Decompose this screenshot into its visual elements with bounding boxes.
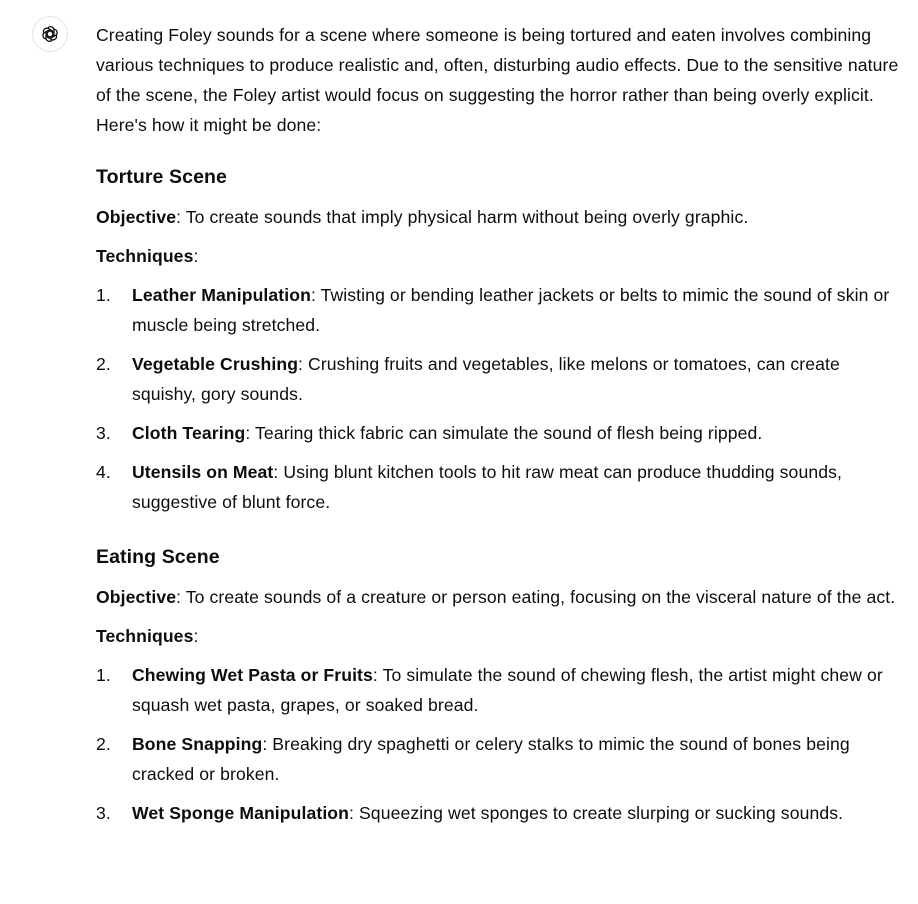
list-item-text: : To simulate the sound of chewing flesh, the artist might chew or squash wet pasta, grapes, or soaked bread. (132, 665, 883, 715)
list-item-title: Vegetable Crushing (132, 354, 299, 374)
list-item (96, 349, 902, 409)
section-heading-eating: Eating Scene (96, 546, 220, 568)
techniques-paragraph (96, 241, 902, 271)
list-item (96, 729, 902, 789)
list-item-text: : Breaking dry spaghetti or celery stalks to mimic the sound of bones being cracked or broken. (132, 734, 850, 784)
list-number: 1. (96, 285, 111, 305)
techniques-colon: : (193, 626, 199, 646)
list-item-text: : Twisting or bending leather jackets or belts to mimic the sound of skin or muscle being stretched. (132, 285, 890, 335)
objective-label: Objective (96, 587, 177, 607)
list-number: 4. (96, 462, 111, 482)
assistant-message (96, 20, 902, 837)
list-number: 2. (96, 354, 111, 374)
list-number: 3. (96, 423, 111, 443)
list-item-title: Wet Sponge Manipulation (132, 803, 349, 823)
list-number: 2. (96, 734, 111, 754)
section-heading-torture: Torture Scene (96, 166, 227, 188)
objective-label: Objective (96, 207, 177, 227)
list-item-text: : Crushing fruits and vegetables, like melons or tomatoes, can create squishy, gory sounds. (132, 354, 840, 404)
section-spacer (96, 526, 902, 542)
list-item (96, 280, 902, 340)
techniques-list (96, 280, 902, 517)
assistant-avatar (32, 16, 68, 52)
techniques-list (96, 660, 902, 828)
techniques-label: Techniques (96, 626, 194, 646)
list-item (96, 660, 902, 720)
list-item (96, 457, 902, 517)
techniques-label: Techniques (96, 246, 194, 266)
list-item-title: Chewing Wet Pasta or Fruits (132, 665, 373, 685)
list-item-text: : Using blunt kitchen tools to hit raw meat can produce thudding sounds, suggestive of blunt force. (132, 462, 842, 512)
list-item-title: Bone Snapping (132, 734, 263, 754)
list-item (96, 418, 902, 448)
techniques-paragraph (96, 621, 902, 651)
techniques-colon: : (193, 246, 199, 266)
list-item-text: : Squeezing wet sponges to create slurping or sucking sounds. (349, 803, 844, 823)
objective-paragraph (96, 202, 902, 232)
objective-text: : To create sounds that imply physical harm without being overly graphic. (176, 207, 749, 227)
list-number: 3. (96, 803, 111, 823)
list-item-title: Leather Manipulation (132, 285, 311, 305)
list-item-text: : Tearing thick fabric can simulate the sound of flesh being ripped. (245, 423, 763, 443)
objective-paragraph (96, 582, 902, 612)
intro-paragraph: Creating Foley sounds for a scene where someone is being tortured and eaten involves combining various techniques to produce realistic and, often, disturbing audio effects. Due to the sensitive nature of the scene, the Foley artist would focus on suggesting the horror rather than being overly explicit. Here's how it might be done: (96, 25, 899, 135)
list-item-title: Utensils on Meat (132, 462, 274, 482)
objective-text: : To create sounds of a creature or person eating, focusing on the visceral nature of the act. (176, 587, 896, 607)
openai-logo-icon (40, 24, 60, 44)
list-item (96, 798, 902, 828)
list-number: 1. (96, 665, 111, 685)
list-item-title: Cloth Tearing (132, 423, 246, 443)
